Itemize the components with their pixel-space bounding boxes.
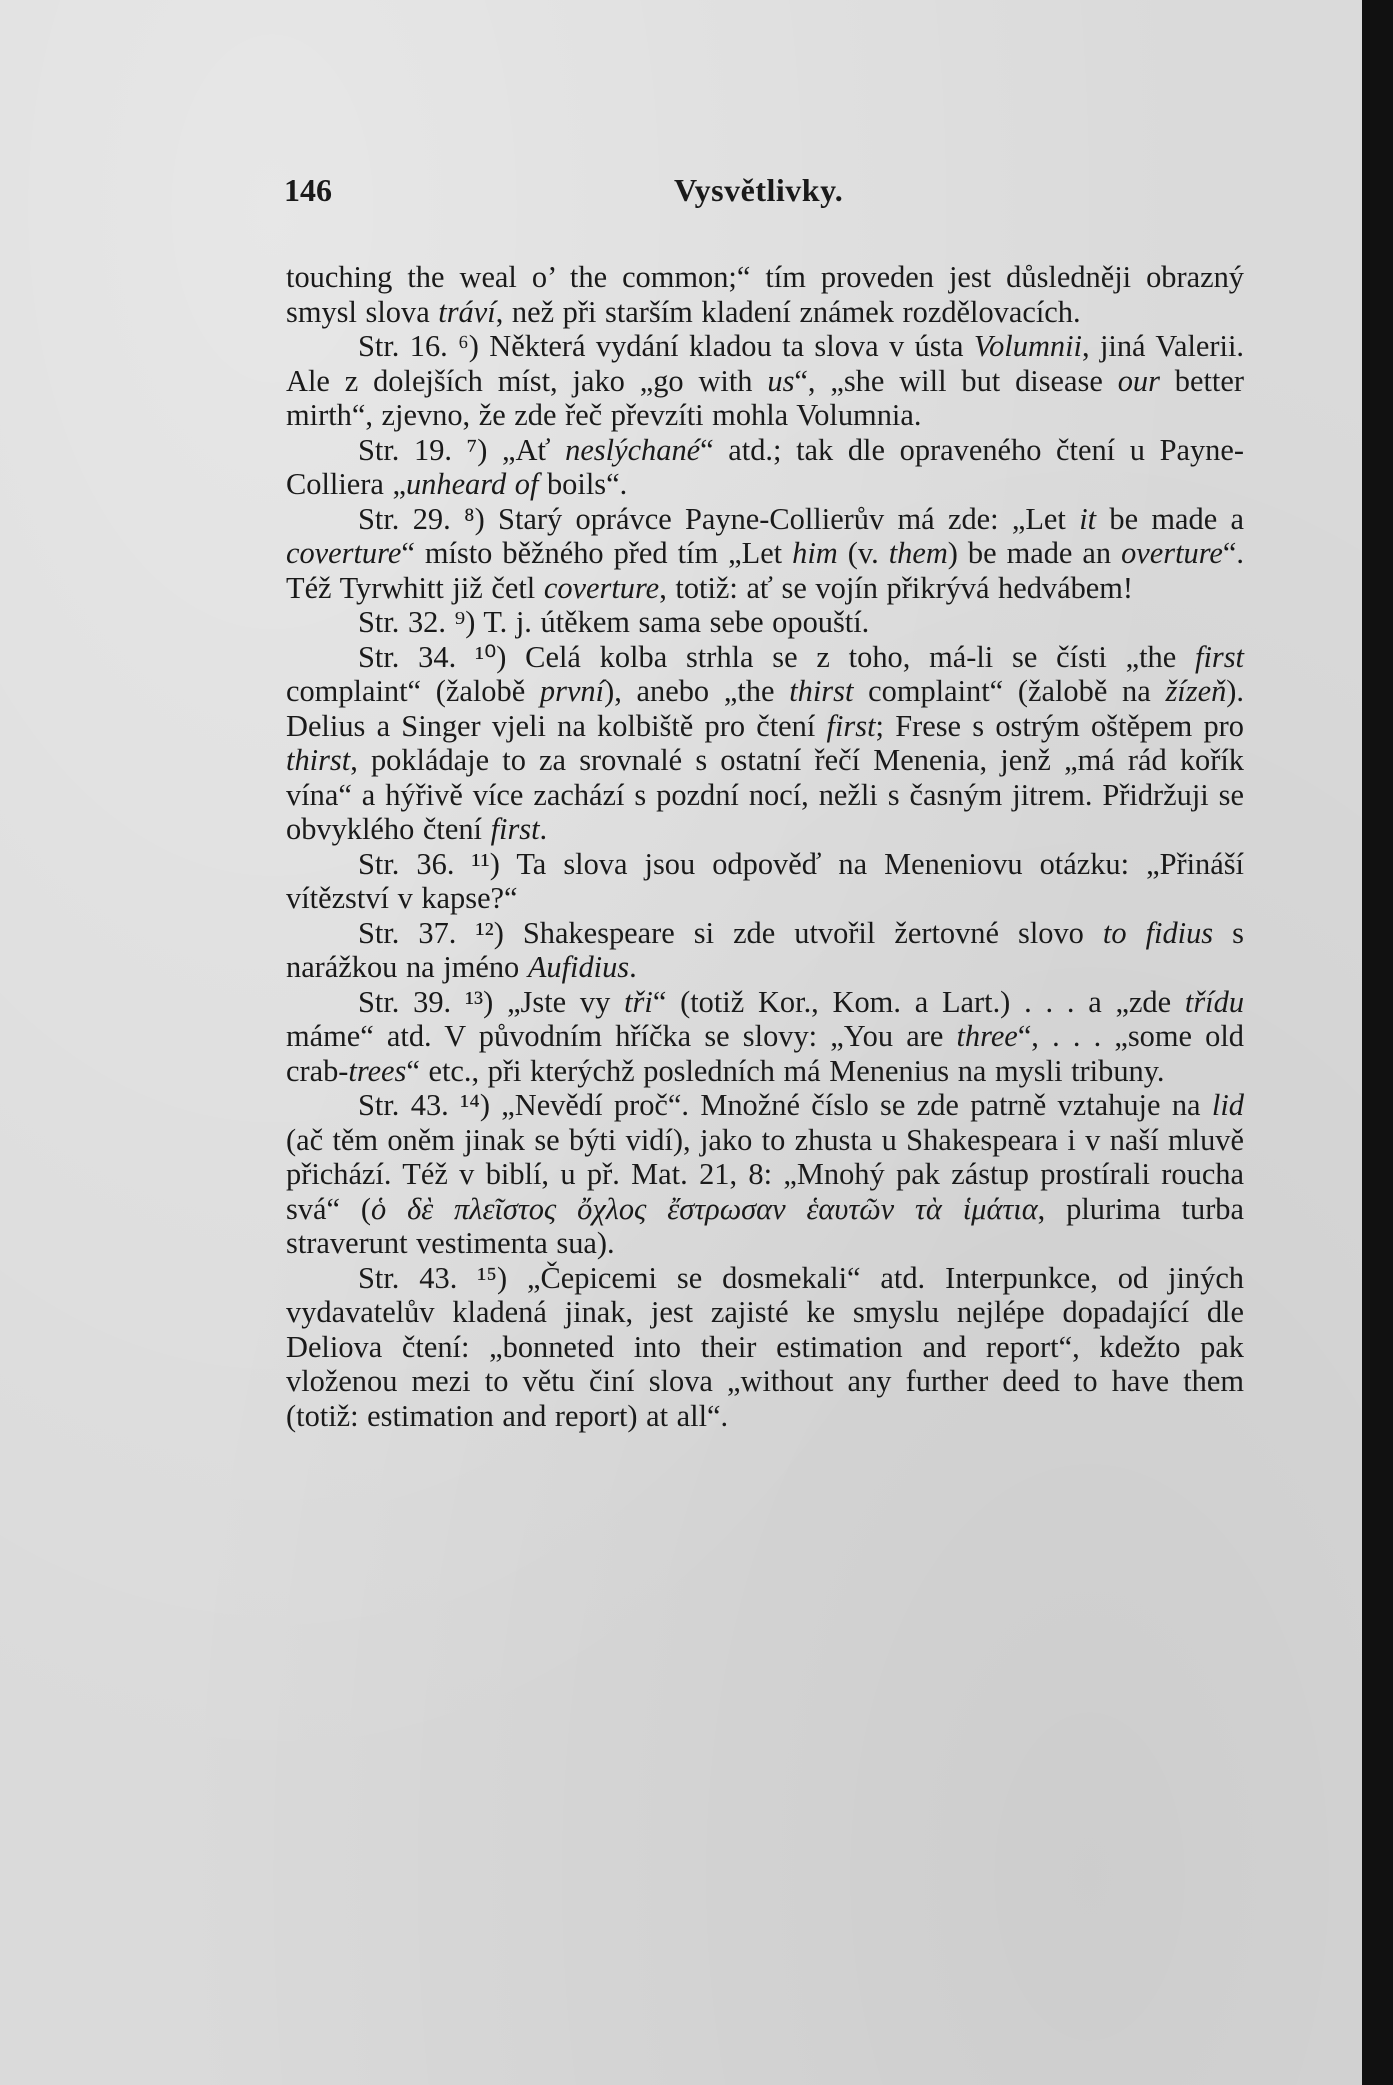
note-paragraph — [286, 1261, 1244, 1434]
italic-term: unheard of — [405, 467, 539, 501]
text-run: Str. 29. — [358, 501, 465, 536]
italic-term: Aufidius — [527, 950, 630, 984]
text-run: ; Frese s ostrým oštěpem pro — [875, 708, 1244, 743]
text-run: “ atd.; tak dle opraveného čtení u Payne-Colliera „ — [286, 432, 1244, 501]
text-run: boils“. — [538, 467, 628, 501]
text-run: ) be made an — [947, 536, 1122, 570]
italic-term: first — [826, 708, 876, 743]
italic-term: lid — [1211, 1088, 1244, 1122]
italic-term: neslýchané — [565, 432, 701, 467]
footnote-marker: ⁹ — [454, 605, 466, 639]
text-run: Str. 37. — [358, 915, 476, 950]
notes-body — [286, 260, 1244, 1433]
italic-term: overture — [1121, 536, 1223, 570]
text-run: “ (totiž Kor., Kom. a Lart.) . . . a „zde — [652, 984, 1185, 1019]
italic-term: ὁ δὲ πλεῖστος ὄχλος ἔστρωσαν ἑαυτῶν τὰ ἱμάτια — [371, 1191, 1038, 1226]
text-run: ) „Jste vy — [483, 984, 625, 1019]
text-run: , pokládaje to za srovnalé s ostatní řečí Menenia, jenž „má rád kořík vína“ a hýřivě více zachází s pozdní nocí, nežli s časným jitrem. Přidržuji se obvyklého čtení — [286, 743, 1244, 846]
italic-term: coverture — [286, 536, 402, 570]
note-paragraph — [286, 260, 1244, 329]
text-run: Str. 32. — [358, 605, 455, 639]
note-paragraph — [286, 847, 1244, 916]
italic-term: him — [792, 536, 838, 570]
page-header — [284, 172, 1244, 212]
text-run: ) Ta slova jsou odpověď na Meneniovu otázku: „Přináší vítězství v kapse?“ — [286, 846, 1245, 915]
text-run: s narážkou na jméno — [286, 915, 1244, 984]
text-run: ) Starý oprávce Payne-Collierův má zde: „Let — [474, 501, 1080, 536]
footnote-marker: ⁷ — [466, 432, 478, 467]
text-run: complaint“ (žalobě na — [853, 674, 1166, 708]
text-run: , totiž: ať se vojín přikrývá hedvábem! — [659, 570, 1134, 605]
text-run: “ etc., při kterýchž posledních má Menenius na mysli tribuny. — [406, 1053, 1165, 1088]
italic-term: tráví — [438, 294, 496, 329]
text-run: . — [629, 950, 637, 984]
text-run: ) „Nevědí proč“. Množné číslo se zde patrně vztahuje na — [479, 1088, 1212, 1122]
italic-term: třídu — [1184, 984, 1245, 1019]
text-run: Str. 34. — [358, 639, 475, 674]
italic-term: our — [1117, 363, 1160, 398]
italic-term: coverture — [543, 570, 660, 605]
page-number: 146 — [284, 172, 332, 208]
note-paragraph — [286, 502, 1244, 606]
page-edge-shadow — [1362, 0, 1393, 2085]
text-run: , plurima turba straverunt vestimenta sua). — [286, 1191, 1244, 1260]
text-run: (ač těm oněm jinak se býti vidí), jako to zhusta u Shakespeara i v naší mluvě přichází. Též v biblí, u př. Mat. 21, 8: „Mnohý pak zástup prostírali roucha svá“ ( — [286, 1122, 1244, 1226]
text-run: complaint“ (žalobě — [286, 674, 540, 708]
italic-term: us — [767, 363, 795, 398]
note-paragraph — [286, 985, 1244, 1089]
text-run: “, „she will but disease — [794, 363, 1118, 398]
italic-term: first — [490, 812, 540, 846]
text-run: Str. 43. — [358, 1260, 478, 1295]
text-run: “. Též Tyrwhitt již četl — [286, 536, 1244, 605]
footnote-marker: ⁶ — [458, 329, 469, 363]
footnote-marker: ¹⁴ — [460, 1088, 480, 1122]
text-run: Str. 39. — [358, 984, 465, 1019]
running-title: Vysvětlivky. — [674, 172, 844, 208]
italic-term: it — [1079, 501, 1097, 536]
note-paragraph — [286, 916, 1244, 985]
italic-term: thirst — [286, 743, 351, 777]
text-run: Str. 16. — [358, 329, 459, 363]
text-run: , než při starším kladení známek rozdělovacích. — [495, 294, 1081, 329]
italic-term: first — [1195, 639, 1244, 674]
text-run: (v. — [837, 536, 889, 570]
text-run: ) Některá vydání kladou ta slova v ústa — [468, 329, 974, 363]
text-run: , jiná Valerii. Ale z dolejších míst, jako „go with — [286, 329, 1245, 398]
footnote-marker: ¹¹ — [471, 846, 490, 881]
italic-term: první — [539, 674, 605, 708]
note-paragraph — [286, 640, 1244, 847]
text-run: “ místo běžného před tím „Let — [401, 536, 793, 570]
text-run: Str. 43. — [358, 1088, 461, 1122]
text-run: ). Delius a Singer vjeli na kolbiště pro čtení — [286, 674, 1244, 743]
text-run: máme“ atd. V původním hříčka se slovy: „You are — [286, 1019, 957, 1053]
note-paragraph — [286, 605, 1244, 640]
text-run: be made a — [1096, 501, 1245, 536]
text-run: ) „Čepicemi se dosmekali“ atd. Interpunkce, od jiných vydavatelův kladená jinak, jest zajisté ke smyslu nejlépe dopadající dle Deliova čtení: „bonneted into their estimation and report“, kdežto pak vloženou mezi to větu činí slova „without any further deed to have them (totiž: estimation and report) at all“. — [286, 1260, 1244, 1433]
text-run: ) Celá kolba strhla se z toho, má-li se čísti „the — [496, 639, 1196, 674]
text-run: Str. 36. — [358, 846, 472, 881]
text-run: ) T. j. útěkem sama sebe opouští. — [465, 605, 870, 639]
note-paragraph — [286, 433, 1244, 502]
footnote-marker: ¹⁵ — [477, 1260, 497, 1295]
text-run: . — [539, 812, 548, 846]
text-run: ) Shakespeare si zde utvořil žertovné slovo — [493, 915, 1103, 950]
italic-term: to fidius — [1102, 915, 1214, 950]
text-run: touching the weal o’ the common;“ tím proveden jest důsledněji obrazný smysl slova — [286, 260, 1244, 329]
footnote-marker: ¹² — [475, 915, 494, 950]
text-run: ) „Ať — [477, 432, 566, 467]
text-run: “, . . . „some old crab- — [286, 1019, 1244, 1088]
italic-term: them — [888, 536, 948, 570]
italic-term: tři — [624, 984, 653, 1019]
note-paragraph — [286, 329, 1244, 433]
note-paragraph — [286, 1088, 1244, 1261]
footnote-marker: ⁸ — [464, 501, 475, 536]
text-run: Str. 19. — [358, 432, 467, 467]
italic-term: trees — [348, 1053, 407, 1088]
footnote-marker: ¹³ — [464, 984, 484, 1019]
italic-term: three — [956, 1019, 1018, 1053]
italic-term: žízeň — [1165, 674, 1227, 708]
italic-term: thirst — [789, 674, 854, 708]
text-run: ), anebo „the — [604, 674, 790, 708]
footnote-marker: ¹⁰ — [474, 639, 497, 674]
text-run: better mirth“, zjevno, že zde řeč převzíti mohla Volumnia. — [286, 363, 1244, 432]
italic-term: Volumnii — [973, 329, 1082, 363]
